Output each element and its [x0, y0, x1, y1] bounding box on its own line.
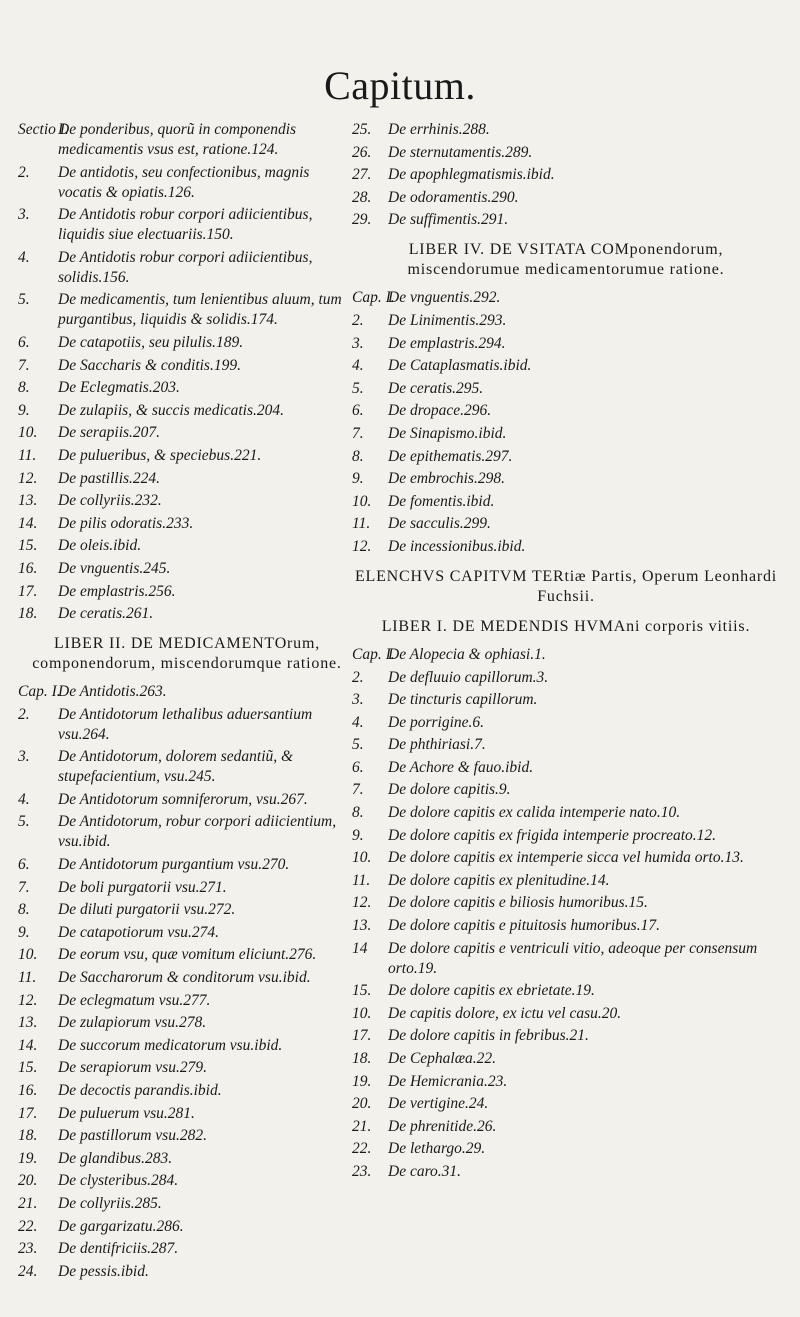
toc-entry-number: 9.	[18, 923, 30, 941]
toc-entry-text: De tincturis capillorum.	[388, 691, 538, 709]
toc-entry-text: De catapotiorum vsu.274.	[58, 923, 220, 941]
toc-entry	[18, 1126, 356, 1146]
toc-entry-number: 10.	[352, 492, 372, 510]
left-column	[18, 120, 356, 1284]
toc-entry	[18, 1171, 356, 1191]
toc-entry	[352, 356, 780, 376]
toc-entry-text: De pastillis.224.	[58, 469, 161, 487]
toc-entry-number: 9.	[18, 401, 30, 419]
toc-entry-number: 22.	[352, 1140, 372, 1158]
toc-entry-text: De catapotiis, seu pilulis.189.	[58, 333, 244, 351]
left-entries-b	[18, 682, 356, 1282]
toc-entry	[18, 705, 356, 745]
toc-entry-number: 5.	[352, 736, 364, 754]
toc-entry-text: De diluti purgatorii vsu.272.	[58, 901, 236, 919]
toc-entry-number: 2.	[352, 668, 364, 686]
toc-entry-text: De dolore capitis ex intemperie sicca vel humida orto.13.	[388, 849, 744, 867]
toc-entry	[352, 514, 780, 534]
toc-entry	[352, 713, 780, 733]
toc-entry-number: 19.	[18, 1149, 38, 1167]
toc-entry	[18, 1262, 356, 1282]
toc-entry	[18, 968, 356, 988]
toc-entry	[352, 379, 780, 399]
toc-entry	[352, 1094, 780, 1114]
toc-entry-text: De odoramentis.290.	[388, 188, 519, 206]
toc-entry-text: De Antidotis.263.	[58, 683, 167, 701]
toc-entry-number: 12.	[18, 469, 38, 487]
toc-entry	[352, 334, 780, 354]
toc-entry-number: 6.	[18, 856, 30, 874]
toc-entry-text: De vnguentis.292.	[388, 289, 501, 307]
toc-entry	[352, 735, 780, 755]
toc-entry	[352, 758, 780, 778]
toc-entry-number: 3.	[18, 748, 30, 766]
toc-entry-text: De zulapiis, & succis medicatis.204.	[58, 401, 285, 419]
toc-entry-number: 2.	[18, 163, 30, 181]
toc-entry-number: 11.	[18, 446, 37, 464]
toc-entry-text: De fomentis.ibid.	[388, 492, 495, 510]
toc-entry	[18, 514, 356, 534]
toc-entry-number: 8.	[352, 804, 364, 822]
toc-entry-number: 16.	[18, 559, 38, 577]
toc-entry	[352, 668, 780, 688]
toc-entry	[352, 210, 780, 230]
toc-entry-text: De eorum vsu, quæ vomitum eliciunt.276.	[58, 946, 317, 964]
toc-entry-number: 15.	[352, 982, 372, 1000]
toc-entry-text: De pilis odoratis.233.	[58, 514, 194, 532]
toc-entry	[352, 1049, 780, 1069]
toc-entry-text: De Sinapismo.ibid.	[388, 424, 507, 442]
toc-entry-text: De zulapiorum vsu.278.	[58, 1014, 207, 1032]
toc-entry-number: 6.	[352, 758, 364, 776]
toc-entry-text: De dolore capitis e pituitosis humoribus.17.	[388, 917, 660, 935]
toc-entry-text: De Antidotorum lethalibus aduersantium vsu.264.	[58, 705, 313, 743]
toc-entry-number: 23.	[352, 1162, 372, 1180]
toc-entry-number: 17.	[18, 582, 38, 600]
toc-entry	[18, 120, 356, 160]
toc-entry-text: De errhinis.288.	[388, 121, 490, 138]
toc-entry-number: 7.	[352, 424, 364, 442]
toc-entry	[18, 559, 356, 579]
toc-entry-text: De collyriis.285.	[58, 1194, 162, 1212]
toc-entry-number: 10.	[352, 1004, 372, 1022]
toc-entry-text: De dolore capitis ex frigida intemperie procreato.12.	[388, 826, 717, 844]
toc-entry-text: De epithematis.297.	[388, 447, 513, 465]
toc-entry	[18, 1217, 356, 1237]
toc-entry-number: 28.	[352, 188, 372, 206]
toc-entry-number: 13.	[18, 1014, 38, 1032]
elenchus-heading: ELENCHVS CAPITVM TERtiæ Partis, Operum Leonhardi Fuchsii.	[354, 567, 778, 605]
toc-entry-text: De apophlegmatismis.ibid.	[388, 166, 555, 184]
toc-entry-text: De embrochis.298.	[388, 470, 505, 488]
toc-entry-text: De Antidotorum purgantium vsu.270.	[58, 856, 290, 874]
toc-entry-number: 17.	[352, 1027, 372, 1045]
toc-entry	[18, 900, 356, 920]
toc-entry	[352, 780, 780, 800]
toc-entry-text: De Alopecia & ophiasi.1.	[388, 645, 546, 663]
toc-entry-number: 8.	[18, 379, 30, 397]
liber-ii-heading: LIBER II. DE MEDICAMENTOrum, componendorum, miscendorumque ratione.	[32, 635, 342, 673]
toc-entry-text: De Saccharorum & conditorum vsu.ibid.	[58, 969, 311, 987]
toc-entry	[18, 1239, 356, 1259]
toc-entry-text: De Antidotorum, dolorem sedantiũ, & stupefacientium, vsu.245.	[58, 748, 294, 786]
toc-entry-number: Cap. I.	[352, 289, 395, 307]
toc-entry	[18, 682, 356, 702]
right-column	[352, 120, 780, 1185]
toc-entry	[18, 446, 356, 466]
toc-entry	[352, 1026, 780, 1046]
toc-entry	[18, 423, 356, 443]
toc-entry-text: De vnguentis.245.	[58, 559, 171, 577]
toc-entry	[18, 1058, 356, 1078]
toc-entry-number: 25.	[352, 121, 372, 138]
toc-entry	[18, 248, 356, 288]
toc-entry-text: De phthiriasi.7.	[388, 736, 486, 754]
toc-entry	[352, 424, 780, 444]
toc-entry-number: 26.	[352, 143, 372, 161]
toc-entry-number: 9.	[352, 826, 364, 844]
toc-entry	[18, 747, 356, 787]
toc-entry	[18, 491, 356, 511]
toc-entry-text: De caro.31.	[388, 1162, 462, 1180]
toc-entry-number: 4.	[352, 713, 364, 731]
toc-entry-text: De pastillorum vsu.282.	[58, 1127, 207, 1145]
toc-entry	[18, 604, 356, 624]
toc-entry-number: 23.	[18, 1240, 38, 1258]
toc-entry-text: De boli purgatorii vsu.271.	[58, 878, 227, 896]
toc-entry-text: De puluerum vsu.281.	[58, 1104, 195, 1122]
toc-entry	[352, 1004, 780, 1024]
toc-entry	[352, 537, 780, 557]
toc-entry-number: Sectio I.	[18, 121, 69, 138]
toc-entry-number: 3.	[352, 334, 364, 352]
liber-i-heading: LIBER I. DE MEDENDIS HVMAni corporis vitiis.	[381, 617, 751, 635]
toc-entry-text: De dolore capitis ex ebrietate.19.	[388, 982, 595, 1000]
toc-entry-number: 11.	[352, 871, 371, 889]
toc-entry	[352, 939, 780, 979]
toc-entry-text: De sternutamentis.289.	[388, 143, 533, 161]
toc-entry-number: 19.	[352, 1072, 372, 1090]
left-entries-a	[18, 120, 356, 624]
right-entries-a	[352, 120, 780, 230]
toc-entry-number: 5.	[18, 291, 30, 309]
toc-entry	[352, 1072, 780, 1092]
toc-entry	[352, 143, 780, 163]
toc-entry-number: 3.	[18, 206, 30, 224]
page-title: Capitum.	[324, 63, 476, 108]
toc-entry	[18, 469, 356, 489]
toc-entry-number: 24.	[18, 1262, 38, 1280]
toc-entry-text: De sacculis.299.	[388, 515, 491, 533]
toc-entry-text: De ceratis.261.	[58, 605, 154, 623]
toc-entry-number: 14.	[18, 1036, 38, 1054]
toc-entry-number: 15.	[18, 1059, 38, 1077]
toc-entry	[352, 165, 780, 185]
toc-entry-text: De serapiis.207.	[58, 424, 161, 442]
toc-entry	[352, 188, 780, 208]
toc-entry-number: 7.	[352, 781, 364, 799]
toc-entry-number: 21.	[352, 1117, 372, 1135]
right-entries-c	[352, 645, 780, 1182]
toc-entry-number: 18.	[18, 605, 38, 623]
toc-entry-text: De Saccharis & conditis.199.	[58, 356, 241, 374]
toc-entry	[352, 492, 780, 512]
toc-entry	[352, 690, 780, 710]
toc-entry-text: De Hemicrania.23.	[388, 1072, 508, 1090]
toc-entry-text: De dolore capitis.9.	[388, 781, 511, 799]
toc-entry-number: 15.	[18, 537, 38, 555]
toc-entry	[18, 1194, 356, 1214]
toc-entry	[352, 1162, 780, 1182]
toc-entry	[352, 871, 780, 891]
toc-entry-number: 10.	[352, 849, 372, 867]
toc-entry-number: Cap. I.	[18, 683, 61, 701]
toc-entry-text: De incessionibus.ibid.	[388, 537, 526, 555]
toc-entry-number: 4.	[18, 790, 30, 808]
toc-entry-text: De dolore capitis ex plenitudine.14.	[388, 871, 610, 889]
toc-entry	[18, 536, 356, 556]
toc-entry	[18, 1104, 356, 1124]
toc-entry	[352, 645, 780, 665]
toc-entry-text: De clysteribus.284.	[58, 1172, 179, 1190]
toc-entry-number: 14.	[18, 514, 38, 532]
toc-entry-text: De Eclegmatis.203.	[58, 379, 180, 397]
toc-entry	[18, 1081, 356, 1101]
toc-entry-number: 20.	[18, 1172, 38, 1190]
toc-entry-number: 17.	[18, 1104, 38, 1122]
toc-entry	[18, 401, 356, 421]
toc-entry-text: De dolore capitis ex calida intemperie nato.10.	[388, 804, 681, 822]
toc-entry-number: 13.	[352, 917, 372, 935]
toc-entry-number: 21.	[18, 1194, 38, 1212]
toc-entry-number: 16.	[18, 1082, 38, 1099]
toc-entry-number: 14	[352, 939, 368, 957]
toc-entry-number: 2.	[352, 311, 364, 329]
toc-entry	[18, 205, 356, 245]
toc-entry	[18, 812, 356, 852]
toc-entry-number: 12.	[352, 894, 372, 912]
toc-entry	[18, 1149, 356, 1169]
toc-entry-text: De serapiorum vsu.279.	[58, 1059, 207, 1077]
toc-entry-text: De Cataplasmatis.ibid.	[388, 357, 532, 375]
toc-entry-text: De eclegmatum vsu.277.	[58, 991, 211, 1009]
toc-entry-text: De capitis dolore, ex ictu vel casu.20.	[388, 1004, 622, 1022]
liber-iv-heading: LIBER IV. DE VSITATA COMponendorum, miscendorumue medicamentorumue ratione.	[407, 241, 725, 279]
toc-entry-text: De antidotis, seu confectionibus, magnis vocatis & opiatis.126.	[58, 163, 310, 201]
toc-entry-text: De defluuio capillorum.3.	[388, 668, 549, 686]
toc-entry	[352, 447, 780, 467]
toc-entry-number: 5.	[352, 379, 364, 397]
toc-entry	[352, 981, 780, 1001]
toc-entry	[18, 290, 356, 330]
toc-entry-number: 18.	[18, 1127, 38, 1145]
toc-entry-text: De oleis.ibid.	[58, 537, 142, 555]
toc-entry-text: De succorum medicatorum vsu.ibid.	[58, 1036, 283, 1054]
toc-entry-text: De ponderibus, quorũ in componendis medicamentis vsus est, ratione.124.	[58, 121, 297, 158]
toc-entry-text: De dolore capitis in febribus.21.	[388, 1027, 589, 1045]
toc-entry-text: De collyriis.232.	[58, 492, 162, 510]
toc-entry-number: Cap. I.	[352, 645, 395, 663]
toc-entry-text: De gargarizatu.286.	[58, 1217, 184, 1235]
toc-entry	[352, 893, 780, 913]
toc-entry-number: 18.	[352, 1050, 372, 1067]
toc-entry	[352, 848, 780, 868]
toc-entry-text: De ceratis.295.	[388, 379, 484, 397]
toc-entry	[352, 826, 780, 846]
toc-entry	[18, 582, 356, 602]
toc-entry-text: De Cephalæa.22.	[388, 1050, 497, 1067]
toc-entry	[18, 790, 356, 810]
toc-entry-text: De dolore capitis e ventriculi vitio, adeoque per consensum orto.19.	[388, 939, 758, 977]
toc-entry	[352, 803, 780, 823]
toc-entry-text: De dropace.296.	[388, 402, 492, 420]
toc-entry-number: 12.	[352, 537, 372, 555]
toc-entry-number: 20.	[352, 1095, 372, 1113]
toc-entry-number: 12.	[18, 991, 38, 1009]
toc-entry-text: De pulueribus, & speciebus.221.	[58, 446, 262, 464]
toc-entry	[18, 945, 356, 965]
toc-entry-text: De phrenitide.26.	[388, 1117, 497, 1135]
toc-entry	[18, 163, 356, 203]
toc-entry-text: De lethargo.29.	[388, 1140, 486, 1158]
toc-entry-text: De emplastris.294.	[388, 334, 506, 352]
toc-entry-text: De dolore capitis e biliosis humoribus.15.	[388, 894, 648, 912]
toc-entry-text: De dentifriciis.287.	[58, 1240, 179, 1258]
toc-entry-number: 8.	[18, 901, 30, 919]
toc-entry	[18, 878, 356, 898]
toc-entry	[352, 1139, 780, 1159]
right-entries-b	[352, 288, 780, 557]
toc-entry-text: De Antidotorum somniferorum, vsu.267.	[58, 790, 308, 808]
toc-entry-number: 2.	[18, 705, 30, 723]
toc-entry-number: 29.	[352, 211, 372, 229]
toc-entry	[352, 916, 780, 936]
toc-entry-number: 6.	[352, 402, 364, 420]
toc-entry-text: De Antidotis robur corpori adiicientibus, liquidis siue electuariis.150.	[58, 206, 313, 244]
toc-entry-number: 27.	[352, 166, 372, 184]
toc-entry-number: 7.	[18, 356, 30, 374]
toc-entry	[352, 469, 780, 489]
toc-entry-text: De Achore & fauo.ibid.	[388, 758, 534, 776]
toc-entry-number: 8.	[352, 447, 364, 465]
toc-entry-number: 4.	[352, 357, 364, 375]
toc-entry	[18, 855, 356, 875]
toc-entry	[18, 1013, 356, 1033]
toc-entry	[18, 378, 356, 398]
toc-entry	[352, 288, 780, 308]
toc-entry	[18, 1036, 356, 1056]
toc-entry-number: 11.	[18, 969, 37, 987]
toc-entry-number: 9.	[352, 470, 364, 488]
toc-entry-text: De Antidotorum, robur corpori adiicientium, vsu.ibid.	[58, 813, 337, 851]
toc-entry-text: De vertigine.24.	[388, 1095, 489, 1113]
toc-entry	[352, 120, 780, 140]
toc-entry	[18, 333, 356, 353]
toc-entry	[352, 401, 780, 421]
toc-entry-text: De glandibus.283.	[58, 1149, 173, 1167]
toc-entry-text: De suffimentis.291.	[388, 211, 509, 229]
toc-entry-text: De pessis.ibid.	[58, 1262, 149, 1280]
toc-entry	[18, 356, 356, 376]
toc-entry-text: De Linimentis.293.	[388, 311, 507, 329]
toc-entry-text: De porrigine.6.	[388, 713, 485, 731]
toc-entry-text: De Antidotis robur corpori adiicientibus, solidis.156.	[58, 248, 313, 286]
toc-entry-number: 11.	[352, 515, 371, 533]
toc-entry-number: 5.	[18, 813, 30, 831]
toc-entry-number: 3.	[352, 691, 364, 709]
toc-entry	[352, 1117, 780, 1137]
toc-entry-text: De emplastris.256.	[58, 582, 176, 600]
toc-entry-number: 10.	[18, 946, 38, 964]
toc-entry-number: 4.	[18, 248, 30, 266]
toc-entry	[18, 923, 356, 943]
toc-entry-number: 7.	[18, 878, 30, 896]
toc-entry-number: 10.	[18, 424, 38, 442]
toc-entry-text: De decoctis parandis.ibid.	[58, 1082, 222, 1099]
toc-entry-number: 22.	[18, 1217, 38, 1235]
toc-entry-number: 13.	[18, 492, 38, 510]
toc-entry	[352, 311, 780, 331]
toc-entry-text: De medicamentis, tum lenientibus aluum, tum purgantibus, liquidis & solidis.174.	[58, 291, 342, 329]
toc-entry-number: 6.	[18, 333, 30, 351]
toc-entry	[18, 991, 356, 1011]
